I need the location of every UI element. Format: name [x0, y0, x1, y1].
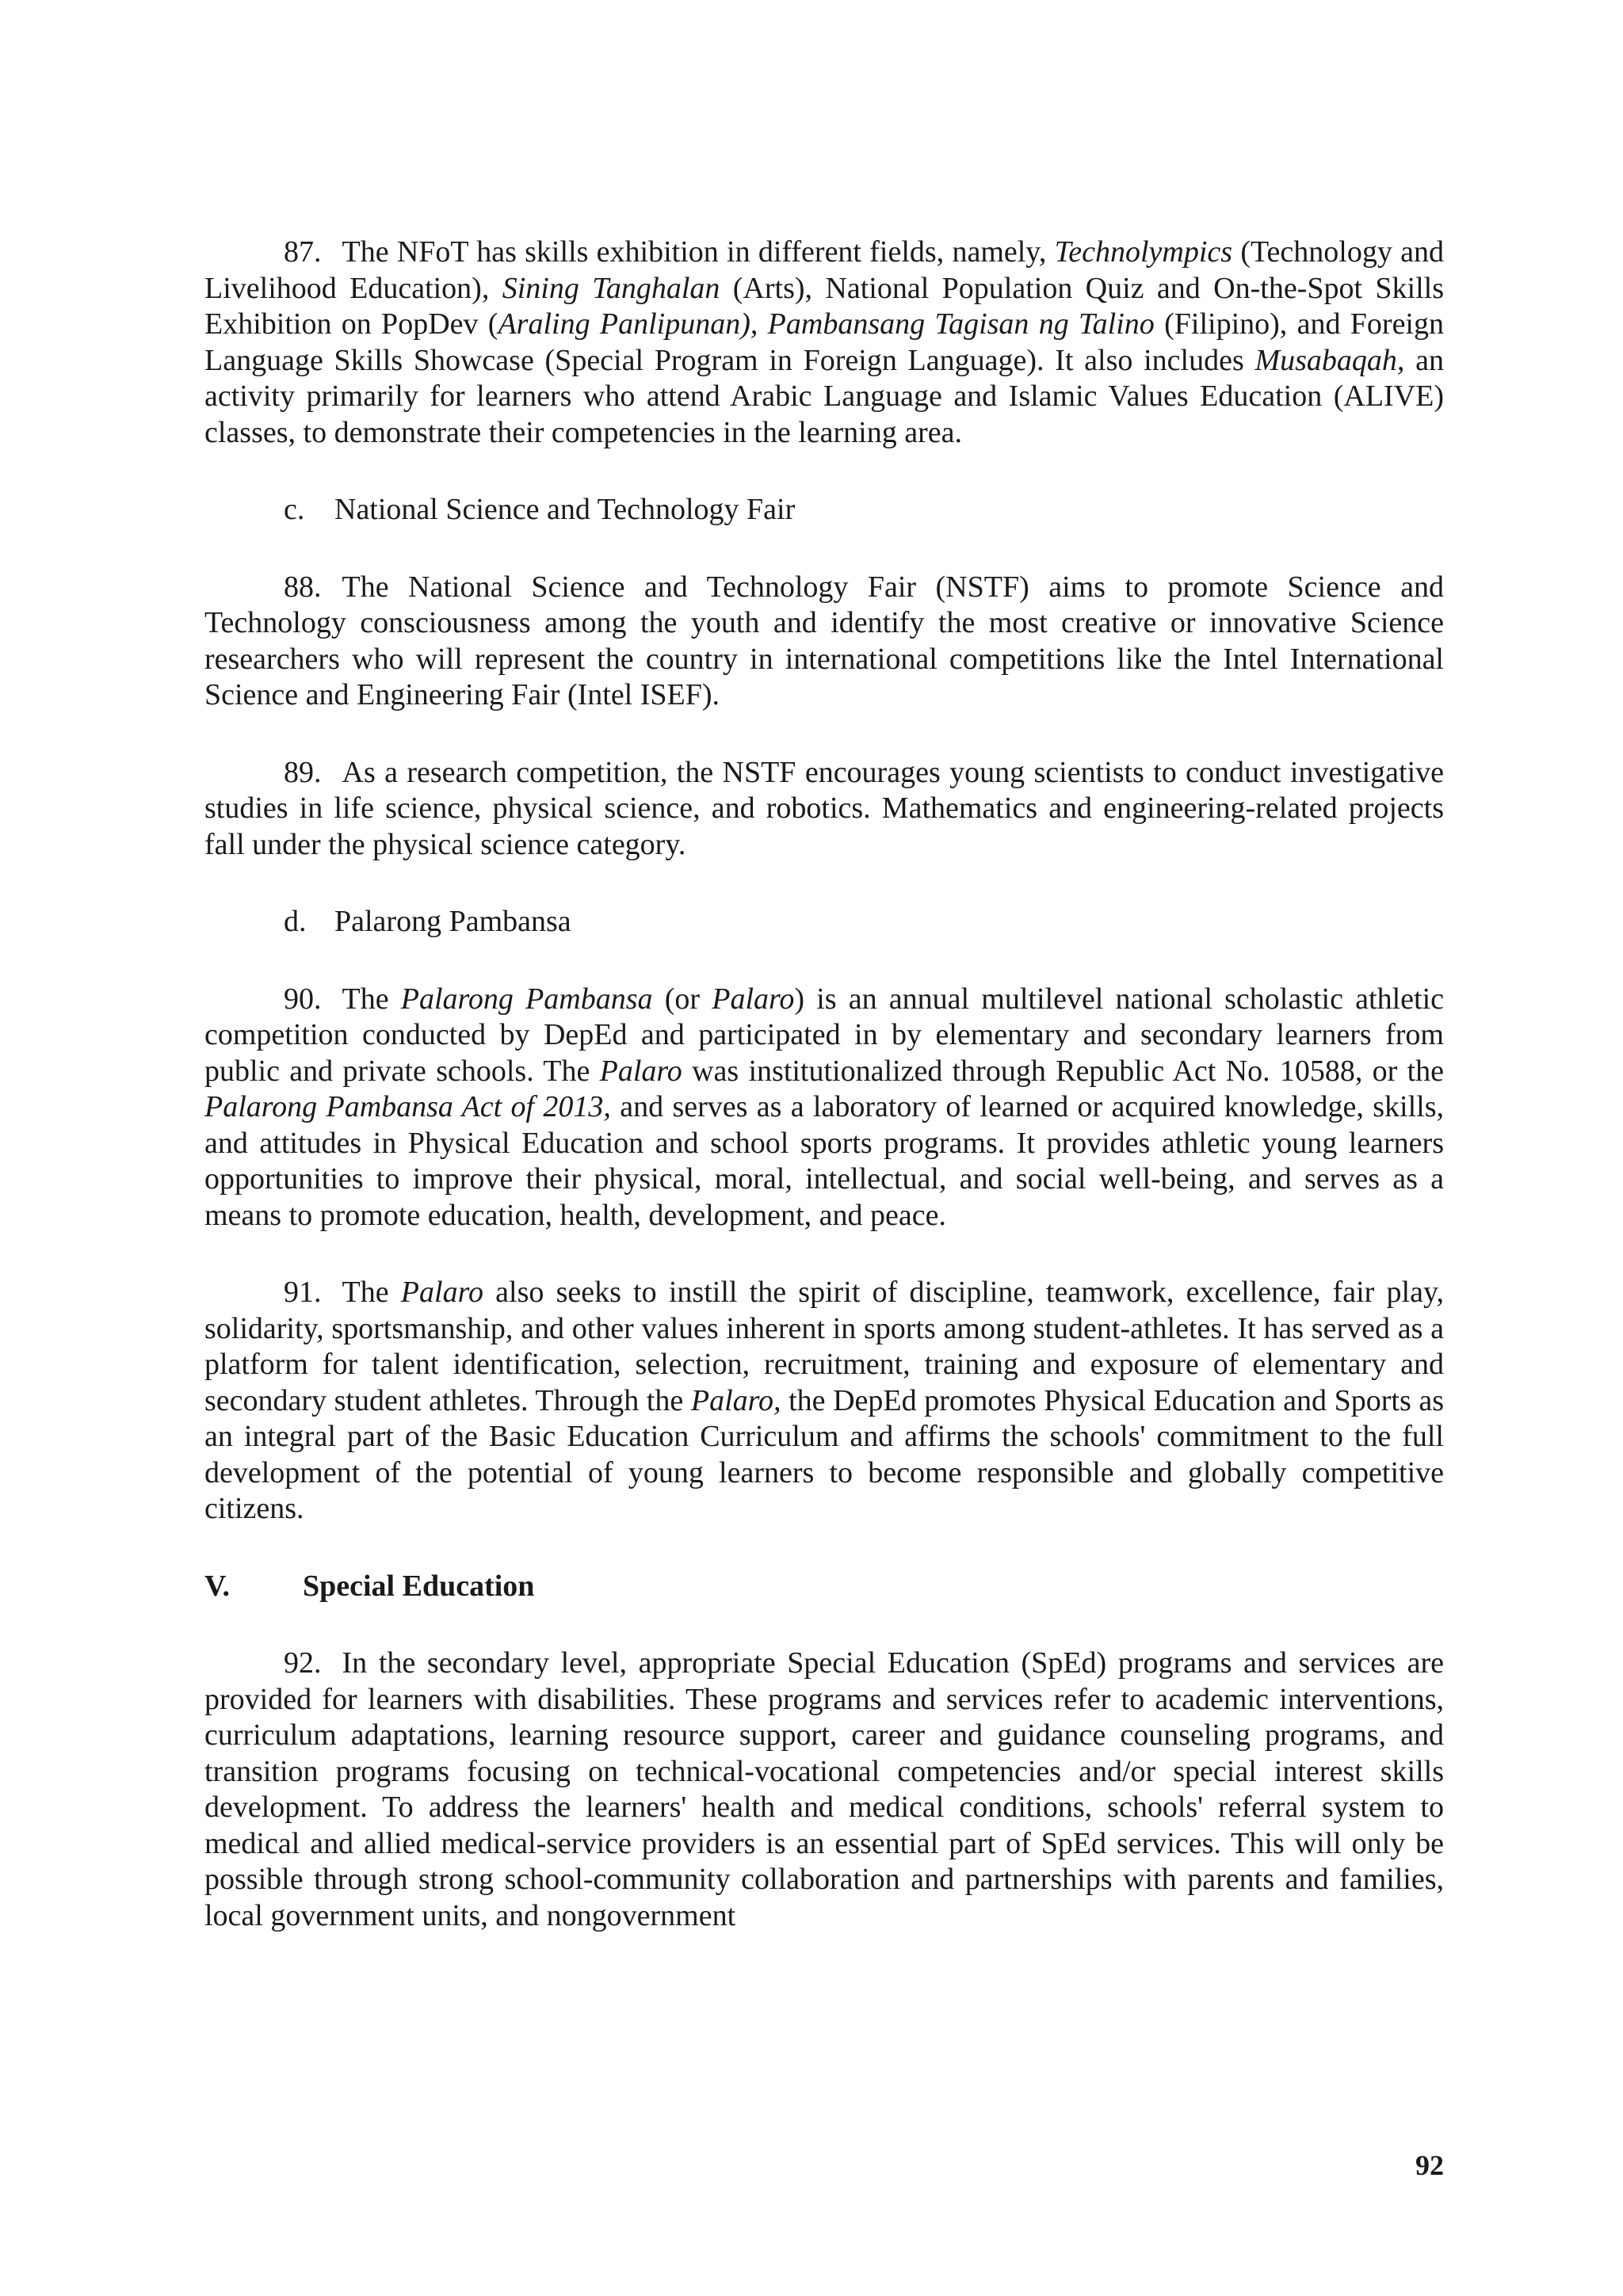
paragraph-91: 91. The Palaro also seeks to instill the spirit of discipline, teamwork, excellence, fair play, solidarity, sportsmanship, and other values inherent in sports among student-athletes. It has served as a platform for talent identification, selection, recruitment, training and exposure of elementary and secondary student athletes. Through the Palaro, the DepEd promotes Physical Education and Sports as an integral part of the Basic Education Curriculum and affirms the schools' commitment to the full development of the potential of young learners to become responsible and globally competitive citizens.	[204, 1276, 1445, 1525]
subheading-title: Palarong Pambansa	[334, 905, 571, 938]
paragraph-90: 90. The Palarong Pambansa (or Palaro) is an annual multilevel national scholastic athletic competition conducted by DepEd and participated in by elementary and secondary learners from public and private schools. The Palaro was institutionalized through Republic Act No. 10588, or the Palarong Pambansa Act of 2013, and serves as a laboratory of learned or acquired knowledge, skills, and attitudes in Physical Education and school sports programs. It provides athletic young learners opportunities to improve their physical, moral, intellectual, and social well-being, and serves as a means to promote education, health, development, and peace.	[204, 982, 1444, 1232]
paragraph-number: 90.	[284, 982, 322, 1016]
subheading-d	[204, 904, 1444, 940]
subheading-letter: c.	[284, 493, 305, 526]
paragraph-number: 87.	[284, 235, 322, 269]
paragraph-92: 92. In the secondary level, appropriate Special Education (SpEd) programs and services are provided for learners with disabilities. These programs and services refer to academic interventions, curriculum adaptations, learning resource support, career and guidance counseling programs, and transition programs focusing on technical-vocational competencies and/or special interest skills development. To address the learners' health and medical conditions, schools' referral system to medical and allied medical-service providers is an essential part of SpEd services. This will only be possible through strong school-community collaboration and partnerships with parents and families, local government units, and nongovernment	[204, 1646, 1444, 1932]
subheading-c	[204, 492, 1444, 528]
document-page	[204, 235, 1444, 1975]
paragraph-88: 88. The National Science and Technology Fair (NSTF) aims to promote Science and Technology consciousness among the youth and identify the most creative or innovative Science researchers who will represent the country in international competitions like the Intel International Science and Engineering Fair (Intel ISEF).	[204, 570, 1444, 711]
subheading-title: National Science and Technology Fair	[334, 493, 796, 526]
paragraph-89: 89. As a research competition, the NSTF encourages young scientists to conduct investigative studies in life science, physical science, and robotics. Mathematics and engineering-related projects fall under the physical science category.	[204, 755, 1444, 861]
section-title: Special Education	[303, 1569, 535, 1603]
section-numeral: V.	[204, 1569, 231, 1603]
paragraph-number: 92.	[284, 1646, 322, 1680]
paragraph-number: 91.	[284, 1276, 322, 1309]
paragraph-87: 87. The NFoT has skills exhibition in different fields, namely, Technolympics (Technology and Livelihood Education), Sining Tanghalan (Arts), National Population Quiz and On-the-Spot Skills Exhibition on PopDev (Araling Panlipunan), Pambansang Tagisan ng Talino (Filipino), and Foreign Language Skills Showcase (Special Program in Foreign Language). It also includes Musabaqah, an activity primarily for learners who attend Arabic Language and Islamic Values Education (ALIVE) classes, to demonstrate their competencies in the learning area.	[204, 235, 1445, 449]
subheading-letter: d.	[284, 905, 307, 938]
section-heading-v	[204, 1569, 1444, 1605]
paragraph-number: 88.	[284, 570, 322, 604]
page-number: 92	[1415, 2149, 1444, 2181]
paragraph-number: 89.	[284, 755, 322, 789]
